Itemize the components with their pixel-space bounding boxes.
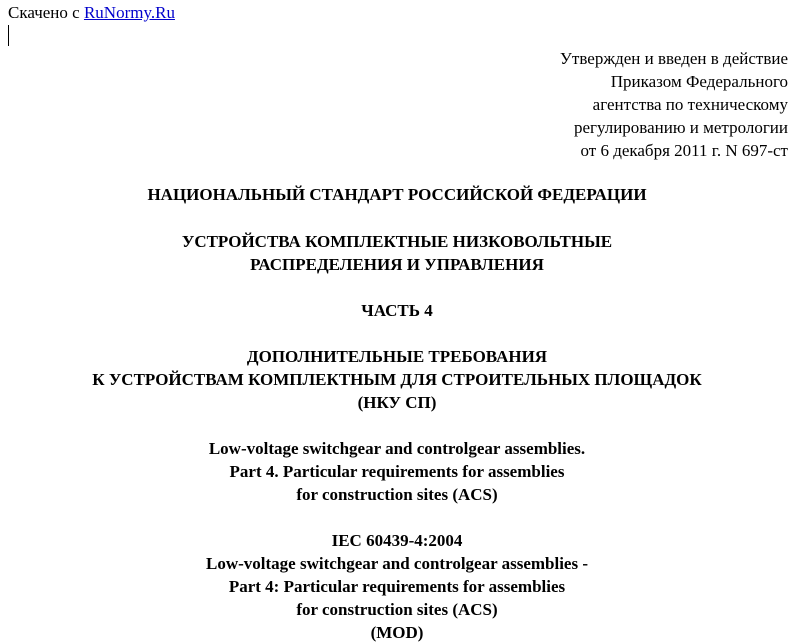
- subtitle-line: К УСТРОЙСТВАМ КОМПЛЕКТНЫМ ДЛЯ СТРОИТЕЛЬНЫХ ПЛОЩАДОК: [92, 370, 702, 389]
- iec-block: [0, 529, 794, 644]
- part-heading: [0, 299, 794, 322]
- iec-line: (MOD): [370, 623, 424, 642]
- approval-line: регулированию и метрологии: [573, 118, 788, 137]
- english-title-line: Low-voltage switchgear and controlgear assemblies.: [208, 439, 586, 458]
- subtitle-line: ДОПОЛНИТЕЛЬНЫЕ ТРЕБОВАНИЯ: [246, 347, 548, 366]
- english-title-line: for construction sites (ACS): [296, 485, 498, 504]
- approval-line: агентства по техническому: [592, 95, 788, 114]
- standard-title: [0, 183, 794, 206]
- standard-name: [0, 230, 794, 276]
- source-prefix: Скачено с: [8, 3, 84, 22]
- standard-title-text: НАЦИОНАЛЬНЫЙ СТАНДАРТ РОССИЙСКОЙ ФЕДЕРАЦИИ: [147, 185, 647, 204]
- source-link[interactable]: RuNormy.Ru: [83, 3, 175, 22]
- english-title-block: [0, 437, 794, 506]
- text-cursor: [8, 25, 9, 46]
- approval-line: от 6 декабря 2011 г. N 697-ст: [580, 141, 788, 160]
- approval-line: Приказом Федерального: [610, 72, 788, 91]
- part-heading-text: ЧАСТЬ 4: [361, 301, 433, 320]
- approval-line: Утвержден и введен в действие: [559, 49, 788, 68]
- standard-name-line: РАСПРЕДЕЛЕНИЯ И УПРАВЛЕНИЯ: [250, 255, 544, 274]
- english-title-line: Part 4. Particular requirements for assemblies: [229, 462, 565, 481]
- standard-name-line: УСТРОЙСТВА КОМПЛЕКТНЫЕ НИЗКОВОЛЬТНЫЕ: [181, 232, 613, 251]
- subtitle-line: (НКУ СП): [357, 393, 437, 412]
- iec-line: Part 4: Particular requirements for assemblies: [228, 577, 566, 596]
- iec-line: IEC 60439-4:2004: [331, 531, 463, 550]
- iec-line: for construction sites (ACS): [296, 600, 498, 619]
- subtitle-block: [0, 345, 794, 414]
- iec-line: Low-voltage switchgear and controlgear assemblies -: [206, 554, 588, 573]
- source-line: [8, 3, 175, 23]
- approval-block: [560, 47, 788, 162]
